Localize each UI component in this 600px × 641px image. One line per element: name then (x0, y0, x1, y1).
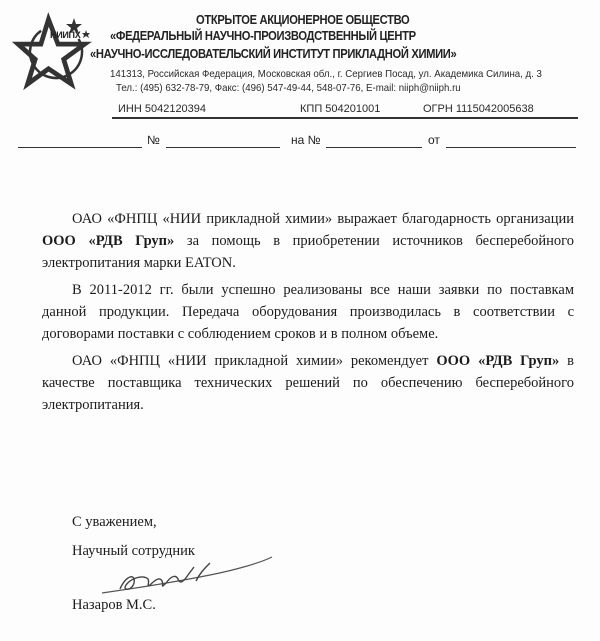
paragraph-3: ОАО «ФНПЦ «НИИ прикладной химии» рекомендует ООО «РДВ Груп» в качестве поставщика технических решений по обеспечению бесперебойного электропитания. (42, 353, 574, 413)
paragraph-1: ОАО «ФНПЦ «НИИ прикладной химии» выражает благодарность организации ООО «РДВ Груп» за помощь в приобретении источников бесперебойного электропитания марки EATON. (42, 211, 574, 271)
star-logo-icon (12, 8, 102, 98)
number-label: № (147, 133, 160, 147)
date-blank (446, 147, 576, 148)
ogrn-text: ОГРН 1115042005638 (423, 103, 534, 115)
number-blank (166, 147, 280, 148)
outgoing-number-blank (18, 147, 142, 148)
org-type-line: ОТКРЫТОЕ АКЦИОНЕРНОЕ ОБЩЕСТВО (196, 12, 410, 27)
letter-body (42, 208, 574, 421)
institute-name-line: «НАУЧНО-ИССЛЕДОВАТЕЛЬСКИЙ ИНСТИТУТ ПРИКЛАДНОЙ ХИМИИ» (90, 46, 457, 61)
regards-text: С уважением, (72, 514, 157, 530)
logo-text: НИИПХ (50, 30, 81, 40)
address-line: 141313, Российская Федерация, Московская обл., г. Сергиев Посад, ул. Академика Силина, д. 3 (110, 68, 542, 80)
inn-text: ИНН 5042120394 (118, 103, 207, 115)
org-name-line: «ФЕДЕРАЛЬНЫЙ НАУЧНО-ПРОИЗВОДСТВЕННЫЙ ЦЕНТР (110, 28, 416, 43)
signer-position: Научный сотрудник (72, 543, 195, 559)
kpp-text: КПП 504201001 (300, 103, 381, 115)
ref-number-blank (326, 147, 422, 148)
contacts-line: Тел.: (495) 632-78-79, Факс: (496) 547-49-44, 548-07-76, E-mail: niiph@niiph.ru (116, 82, 461, 94)
letterhead-divider (112, 117, 578, 119)
ref-number-label: на № (291, 133, 321, 147)
date-label: от (428, 133, 440, 147)
company-name-bold: ООО «РДВ Груп» (436, 353, 560, 369)
company-name-bold: ООО «РДВ Груп» (42, 233, 175, 249)
paragraph-2: В 2011-2012 гг. были успешно реализованы все наши заявки по поставкам данной продукции. Передача оборудования производилась в соответствии с договорами поставки с соблюдением сроков и в полном объеме. (42, 282, 574, 342)
signer-name: Назаров М.С. (72, 597, 156, 613)
